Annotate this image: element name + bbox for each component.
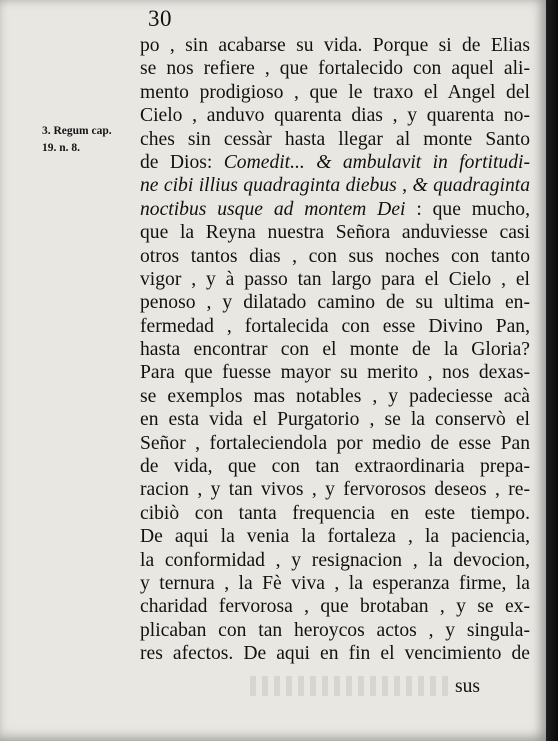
text-line: Para que fuesse mayor su merito , nos dexas- bbox=[140, 362, 530, 384]
text-line: ches sin cessàr hasta llegar al monte Santo bbox=[140, 128, 530, 150]
text-line: y ternura , la Fè viva , la esperanza firme, la bbox=[140, 572, 530, 594]
text-line: plicaban con tan heroycos actos , y singula- bbox=[140, 619, 530, 641]
text-line: hasta encontrar con el monte de la Gloria? bbox=[140, 339, 530, 361]
text-line: Señor , fortaleciendola por medio de esse Pan bbox=[140, 432, 530, 454]
catchword: sus bbox=[455, 676, 481, 697]
text-line: de vida, que con tan extraordinaria prepa- bbox=[140, 456, 530, 478]
text-line: se exemplos mas notables , y padeciesse acà bbox=[140, 385, 530, 407]
text-line: res afectos. De aqui en fin el vencimiento de bbox=[140, 643, 530, 665]
text-line: charidad fervorosa , que brotaban , y se ex- bbox=[140, 596, 530, 618]
text-line: vigor , y à passo tan largo para el Cielo , el bbox=[140, 268, 530, 290]
text-line: fermedad , fortalecida con esse Divino Pan, bbox=[140, 315, 530, 337]
latin-quotation-line: ne cibi illius quadraginta diebus , & quadraginta bbox=[140, 175, 530, 197]
marginal-note-line: 3. Regum cap. bbox=[42, 125, 112, 137]
body-text bbox=[140, 34, 530, 666]
roman-text: de Dios: bbox=[140, 151, 224, 173]
latin-quotation: noctibus usque ad montem Dei bbox=[140, 198, 406, 220]
bleed-through-shadow bbox=[250, 676, 450, 696]
marginal-note bbox=[42, 123, 112, 157]
roman-text: : que mucho, bbox=[405, 198, 531, 220]
text-line: otros tantos dias , con sus noches con tanto bbox=[140, 245, 530, 267]
text-line: en esta vida el Purgatorio , se la conservò el bbox=[140, 409, 530, 431]
text-line: Cielo , anduvo quarenta dias , y quarenta no- bbox=[140, 105, 530, 127]
text-line: que la Reyna nuestra Señora anduviesse casi bbox=[140, 222, 530, 244]
text-line: racion , y tan vivos , y fervorosos deseos , re- bbox=[140, 479, 530, 501]
text-line: mento prodigioso , que le traxo el Angel del bbox=[140, 81, 530, 103]
text-line: se nos refiere , que fortalecido con aquel ali- bbox=[140, 58, 530, 80]
text-line-mixed bbox=[140, 198, 530, 221]
text-line: De aqui la venia la fortaleza , la paciencia, bbox=[140, 526, 530, 548]
text-line: po , sin acabarse su vida. Porque si de Elias bbox=[140, 35, 530, 56]
page-edge-shadow bbox=[546, 0, 558, 741]
page-number: 30 bbox=[148, 6, 172, 31]
text-line: penoso , y dilatado camino de su ultima en- bbox=[140, 292, 530, 314]
latin-quotation: Comedit... & ambulavit in fortitudi- bbox=[223, 151, 530, 173]
text-line: la conformidad , y resignacion , la devocion, bbox=[140, 549, 530, 571]
marginal-note-line: 19. n. 8. bbox=[42, 142, 81, 154]
text-line-mixed bbox=[140, 151, 530, 174]
text-line: cibiò con tanta frequencia en este tiempo. bbox=[140, 502, 530, 524]
